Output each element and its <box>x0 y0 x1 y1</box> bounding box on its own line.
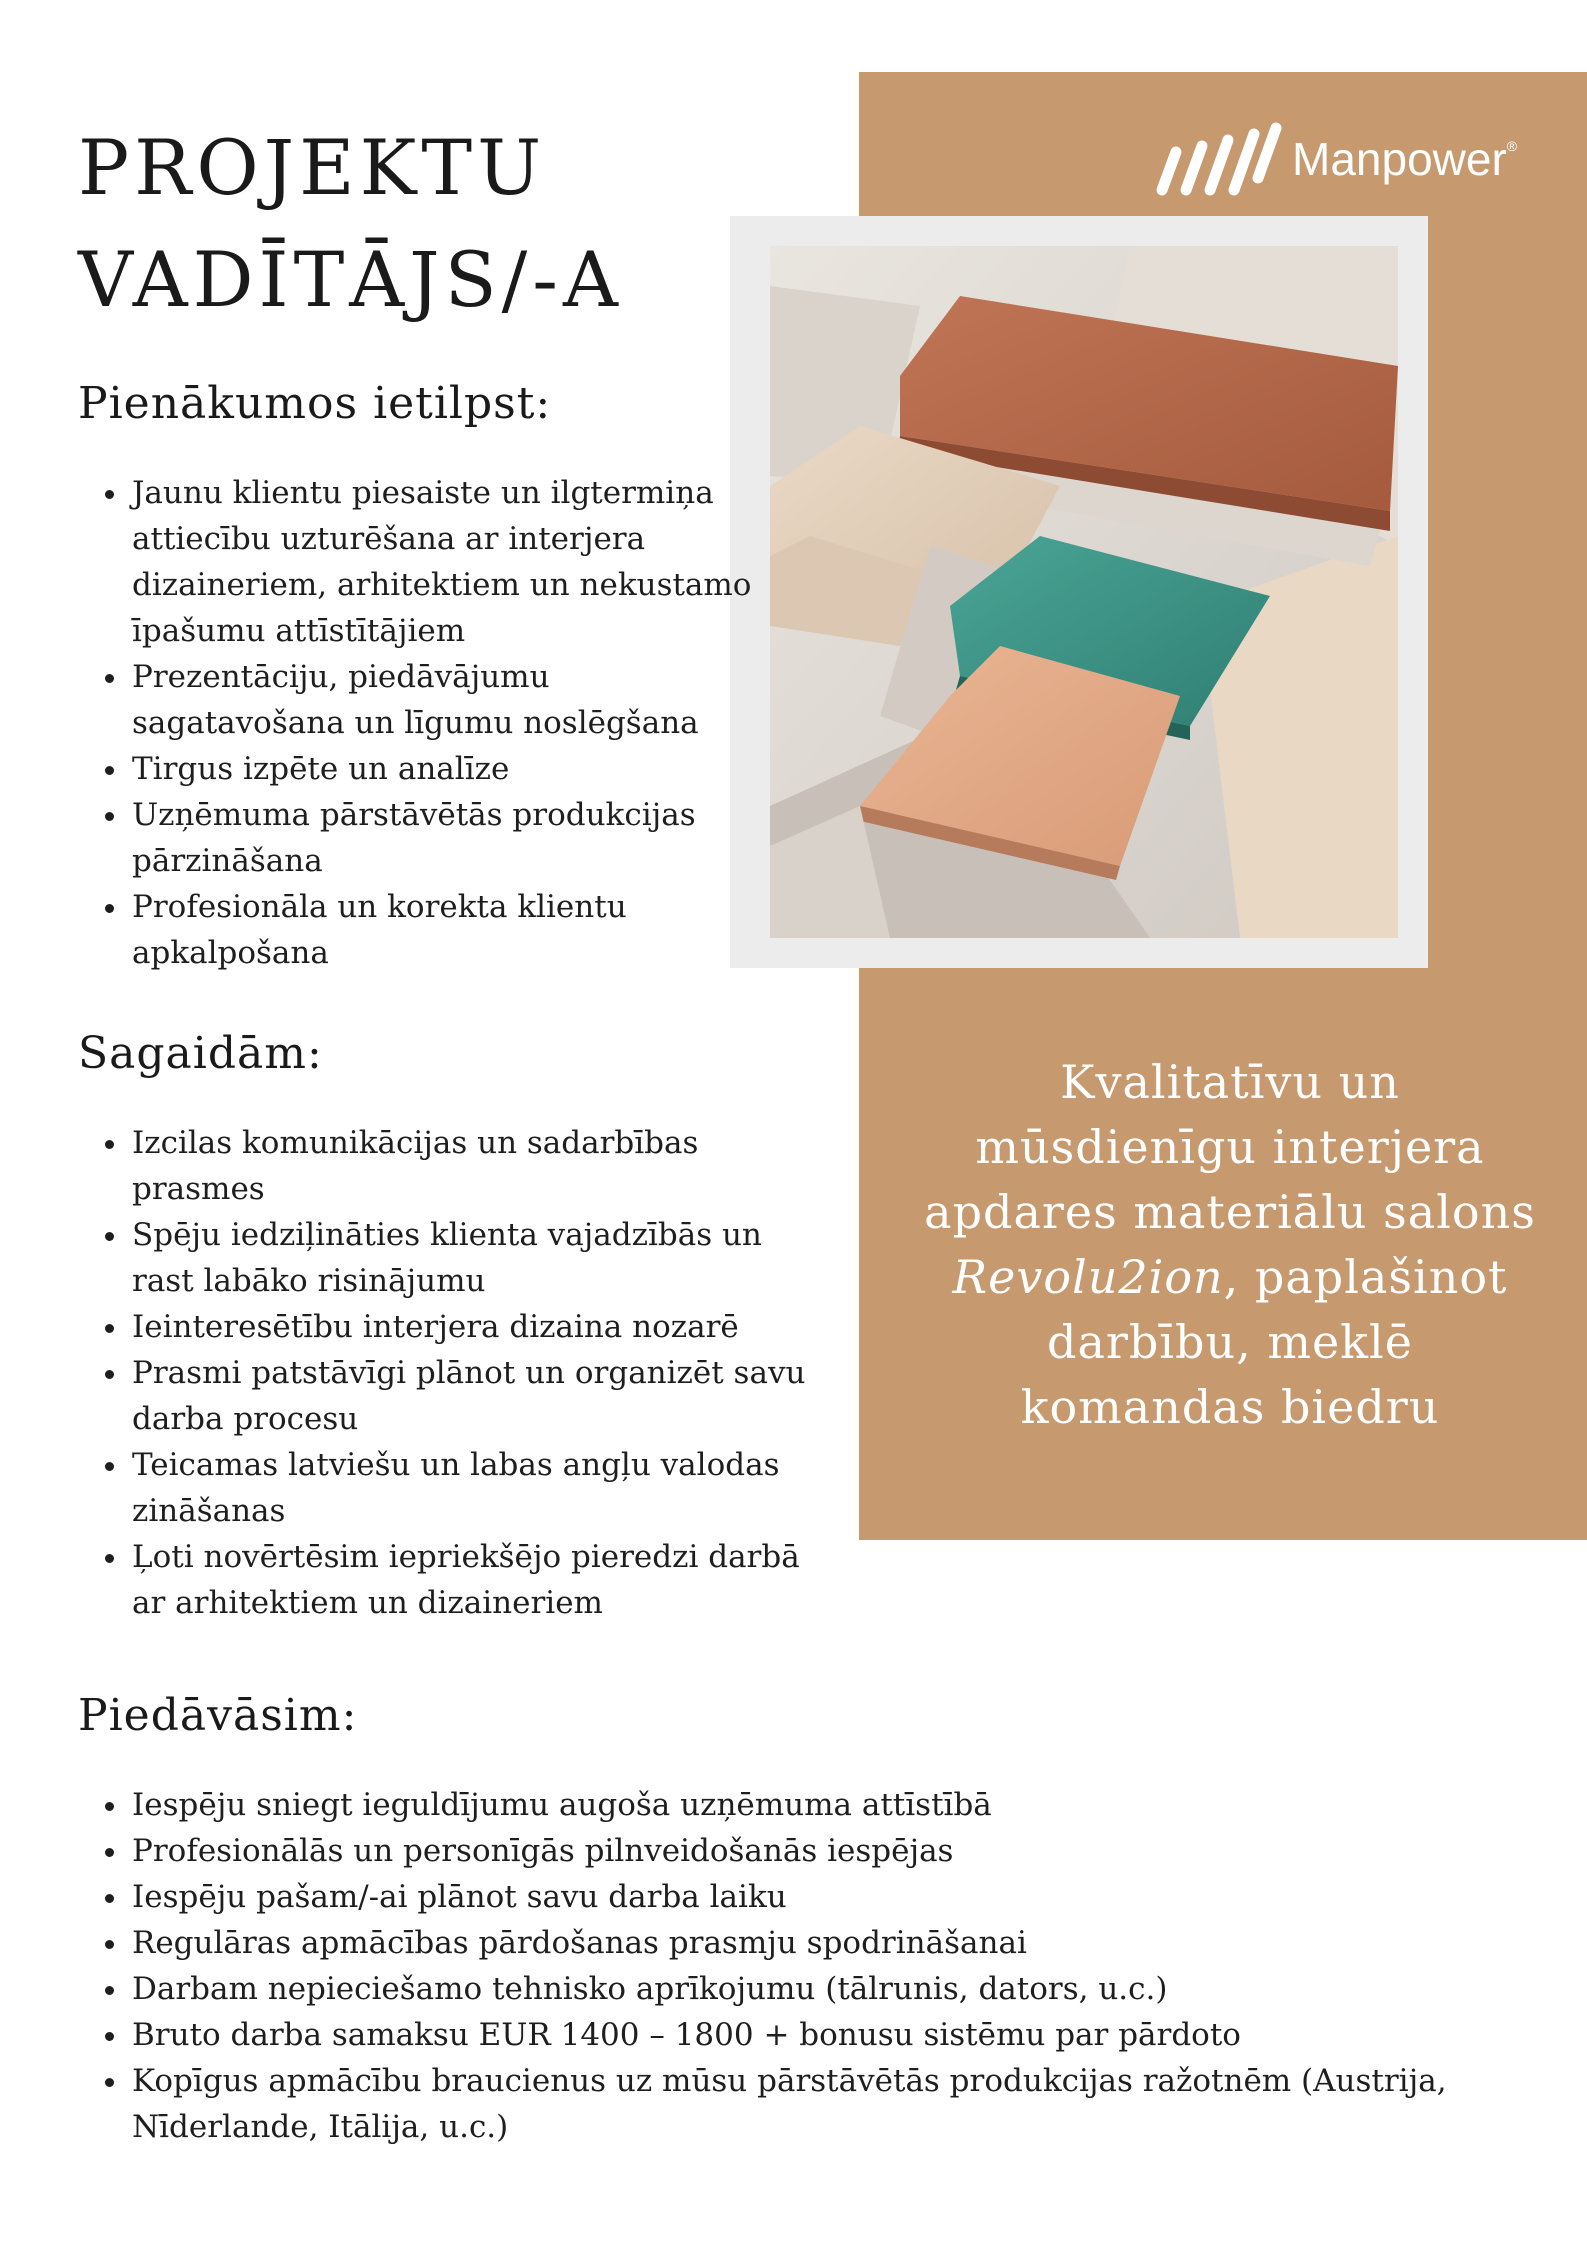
list-item: • Profesionāla un korekta klientu apkalpošana <box>130 884 760 976</box>
tagline-line-5: darbību, meklē <box>1047 1315 1413 1369</box>
manpower-wordmark <box>1292 132 1517 186</box>
tagline-line-1: Kvalitatīvu un <box>1060 1055 1400 1109</box>
company-tagline <box>880 1050 1580 1440</box>
list-item: • Bruto darba samaksu EUR 1400 – 1800 + bonusu sistēmu par pārdoto <box>130 2012 1560 2058</box>
list-item: • Tirgus izpēte un analīze <box>130 746 760 792</box>
tagline-line-3: apdares materiālu salons <box>924 1185 1536 1239</box>
list-item: • Iespēju sniegt ieguldījumu augoša uzņēmuma attīstībā <box>130 1782 1560 1828</box>
list-item: • Ieinteresētību interjera dizaina nozarē <box>130 1304 830 1350</box>
list-item: • Iespēju pašam/-ai plānot savu darba laiku <box>130 1874 1560 1920</box>
list-item: • Teicamas latviešu un labas angļu valodas zināšanas <box>130 1442 830 1534</box>
manpower-logo <box>1152 120 1542 200</box>
list-item: • Izcilas komunikācijas un sadarbības prasmes <box>130 1120 830 1212</box>
list-item: • Kopīgus apmācību braucienus uz mūsu pārstāvētās produkcijas ražotnēm (Austrija, Nīderlande, Itālija, u.c.) <box>130 2058 1560 2150</box>
duties-heading: Pienākumos ietilpst: <box>78 378 552 429</box>
offer-list <box>100 1782 1560 2150</box>
job-title-line-2: VADĪTĀJS/-A <box>78 235 623 324</box>
tagline-line-4-rest: , paplašinot <box>1223 1250 1508 1304</box>
manpower-stripes-icon <box>1152 120 1282 200</box>
job-title-line-1: PROJEKTU <box>78 123 547 212</box>
registered-mark: ® <box>1506 138 1518 154</box>
job-title <box>78 112 623 336</box>
tiles-illustration <box>770 246 1398 938</box>
list-item: • Darbam nepieciešamo tehnisko aprīkojumu (tālrunis, dators, u.c.) <box>130 1966 1560 2012</box>
list-item: • Jaunu klientu piesaiste un ilgtermiņa attiecību uzturēšana ar interjera dizaineriem, arhitektiem un nekustamo īpašumu attīstītājiem <box>130 470 760 654</box>
company-name: Revolu2ion <box>952 1250 1224 1304</box>
list-item: • Prasmi patstāvīgi plānot un organizēt savu darba procesu <box>130 1350 830 1442</box>
expectations-list <box>100 1120 830 1626</box>
offer-heading: Piedāvāsim: <box>78 1690 358 1741</box>
list-item: • Uzņēmuma pārstāvētās produkcijas pārzināšana <box>130 792 760 884</box>
brand-name: Manpower <box>1292 133 1507 185</box>
list-item: • Profesionālās un personīgās pilnveidošanās iespējas <box>130 1828 1560 1874</box>
tagline-line-2: mūsdienīgu interjera <box>975 1120 1485 1174</box>
list-item: • Ļoti novērtēsim iepriekšējo pieredzi darbā ar arhitektiem un dizaineriem <box>130 1534 830 1626</box>
tagline-line-6: komandas biedru <box>1020 1380 1440 1434</box>
duties-list <box>100 470 760 976</box>
list-item: • Spēju iedziļināties klienta vajadzībās un rast labāko risinājumu <box>130 1212 830 1304</box>
tagline-line-4 <box>880 1245 1580 1310</box>
list-item: • Regulāras apmācības pārdošanas prasmju spodrināšanai <box>130 1920 1560 1966</box>
tiles-photo <box>770 246 1398 938</box>
list-item: • Prezentāciju, piedāvājumu sagatavošana un līgumu noslēgšana <box>130 654 760 746</box>
expectations-heading: Sagaidām: <box>78 1028 323 1079</box>
